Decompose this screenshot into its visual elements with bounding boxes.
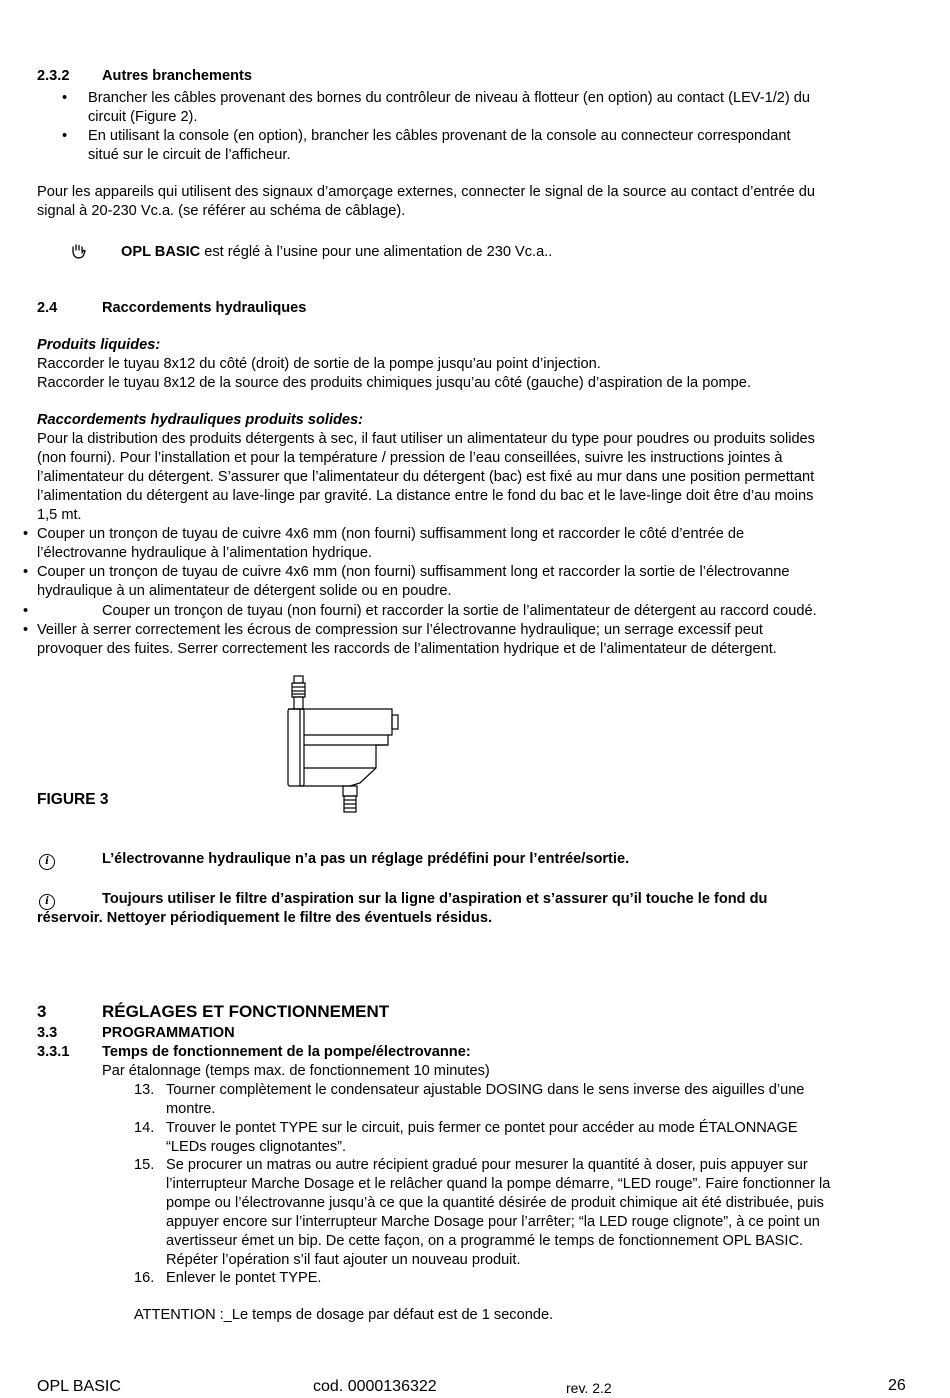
- subheading-solides: Raccordements hydrauliques produits solides:: [37, 412, 364, 428]
- list-item: avertisseur émet un bip. De cette façon, on a programmé le temps de fonctionnement OPL BASIC.: [166, 1233, 804, 1249]
- bullet-text: circuit (Figure 2).: [88, 109, 198, 125]
- bullet-text: Couper un tronçon de tuyau de cuivre 4x6 mm (non fourni) suffisamment long et raccorder la sortie de l’électrovanne: [37, 564, 790, 580]
- list-item: Se procurer un matras ou autre récipient gradué pour mesurer la quantité à doser, puis appuyer sur: [166, 1157, 808, 1173]
- paragraph: Raccorder le tuyau 8x12 du côté (droit) de sortie de la pompe jusqu’au point d’injection.: [37, 356, 601, 372]
- section-title-raccordements: Raccordements hydrauliques: [102, 300, 307, 316]
- note-rest: est réglé à l’usine pour une alimentation de 230 Vc.a..: [200, 244, 553, 260]
- footer-code: cod. 0000136322: [313, 1378, 437, 1395]
- section-title-temps: Temps de fonctionnement de la pompe/électrovanne:: [102, 1044, 471, 1060]
- paragraph: 1,5 mt.: [37, 507, 82, 523]
- list-item: pompe ou l’électrovanne jusqu’à ce que la quantité désirée de produit chimique ait été distribuée, puis: [166, 1195, 824, 1211]
- bullet-text: situé sur le circuit de l’afficheur.: [88, 147, 291, 163]
- section-title-programmation: PROGRAMMATION: [102, 1025, 235, 1041]
- bullet-text: provoquer des fuites. Serrer correctement les raccords de l’alimentation hydrique et de l’alimentateur de détergent.: [37, 641, 777, 657]
- section-title-autres-branchements: Autres branchements: [102, 68, 253, 84]
- list-item: Répéter l’opération s’il faut ajouter un nouveau produit.: [166, 1252, 521, 1268]
- info-text: Toujours utiliser le filtre d’aspiration sur la ligne d’aspiration et s’assurer qu’il touche le fond du: [102, 891, 768, 907]
- section-title-reglages: RÉGLAGES ET FONCTIONNEMENT: [102, 1002, 390, 1021]
- section-number-2-4: 2.4: [37, 300, 58, 316]
- list-number: 13.: [134, 1082, 155, 1098]
- paragraph: signal à 20-230 Vc.a. (se référer au schéma de câblage).: [37, 203, 406, 219]
- list-number: 16.: [134, 1270, 155, 1286]
- bullet-text: Veiller à serrer correctement les écrous de compression sur l’électrovanne hydraulique; un serrage excessif peut: [37, 622, 763, 638]
- footer-rev: rev. 2.2: [566, 1380, 612, 1396]
- note-text: [121, 243, 552, 262]
- bullet-text: l’électrovanne hydraulique à l’alimentation hydrique.: [37, 545, 373, 561]
- info-text: réservoir. Nettoyer périodiquement le filtre des éventuels résidus.: [37, 910, 492, 926]
- bullet-dot: •: [62, 128, 68, 144]
- bullet-dot: •: [23, 603, 29, 619]
- bullet-text: Couper un tronçon de tuyau (non fourni) et raccorder la sortie de l’alimentateur de détergent au raccord coudé.: [102, 603, 817, 619]
- paragraph: Pour la distribution des produits détergents à sec, il faut utiliser un alimentateur du type pour poudres ou produits solides: [37, 431, 815, 447]
- subheading-liquides: Produits liquides:: [37, 337, 161, 353]
- bullet-dot: •: [23, 622, 29, 638]
- footer-product: OPL BASIC: [37, 1378, 121, 1395]
- section-number-2-3-2: 2.3.2: [37, 68, 70, 84]
- list-number: 14.: [134, 1120, 155, 1136]
- section-number-3: 3: [37, 1002, 47, 1021]
- bullet-dot: •: [62, 90, 68, 106]
- list-item: “LEDs rouges clignotantes”.: [166, 1139, 347, 1155]
- list-item: l’interrupteur Marche Dosage et le relâcher quand la pompe démarre, “LED rouge”. Faire fonctionner la: [166, 1176, 831, 1192]
- list-item: appuyer encore sur l’interrupteur Marche Dosage pour l’arrêter; “la LED rouge clignote”, à ce point un: [166, 1214, 820, 1230]
- bullet-text: En utilisant la console (en option), brancher les câbles provenant de la console au connecteur correspondant: [88, 128, 791, 144]
- product-name: OPL BASIC: [121, 244, 201, 260]
- page-number: 26: [888, 1377, 906, 1394]
- bullet-dot: •: [23, 564, 29, 580]
- paragraph: (non fourni). Pour l’installation et pour la température / pression de l’eau conseillées, suivre les instructions jointes à: [37, 450, 783, 466]
- list-number: 15.: [134, 1157, 155, 1173]
- solenoid-valve-figure: [280, 673, 410, 824]
- paragraph: Pour les appareils qui utilisent des signaux d’amorçage externes, connecter le signal de la source au contact d’entrée du: [37, 184, 815, 200]
- list-item: Enlever le pontet TYPE.: [166, 1270, 322, 1286]
- bullet-dot: •: [23, 526, 29, 542]
- pointing-hand-icon: [70, 243, 88, 267]
- info-text: L’électrovanne hydraulique n’a pas un réglage prédéfini pour l’entrée/sortie.: [102, 851, 630, 867]
- list-item: Tourner complètement le condensateur ajustable DOSING dans le sens inverse des aiguilles d’une: [166, 1082, 805, 1098]
- bullet-text: hydraulique à un alimentateur de détergent solide ou en poudre.: [37, 583, 452, 599]
- paragraph: l’alimentation du détergent au lave-linge par gravité. La distance entre le fond du bac et le lave-linge doit être d’au moins: [37, 488, 814, 504]
- list-item: Trouver le pontet TYPE sur le circuit, puis fermer ce pontet pour accéder au mode ÉTALONNAGE: [166, 1120, 798, 1136]
- section-number-3-3-1: 3.3.1: [37, 1044, 70, 1060]
- paragraph: Par étalonnage (temps max. de fonctionnement 10 minutes): [102, 1063, 490, 1079]
- info-icon: i: [39, 851, 55, 870]
- paragraph: Raccorder le tuyau 8x12 de la source des produits chimiques jusqu’au côté (gauche) d’aspiration de la pompe.: [37, 375, 751, 391]
- attention-note: ATTENTION :_Le temps de dosage par défaut est de 1 seconde.: [134, 1307, 554, 1323]
- paragraph: l’alimentateur du détergent. S’assurer que l’alimentateur du détergent (bac) est fixé au mur dans une position permettant: [37, 469, 815, 485]
- bullet-text: Brancher les câbles provenant des bornes du contrôleur de niveau à flotteur (en option) au contact (LEV-1/2) du: [88, 90, 811, 106]
- list-item: montre.: [166, 1101, 216, 1117]
- figure-label: FIGURE 3: [37, 791, 109, 808]
- section-number-3-3: 3.3: [37, 1025, 58, 1041]
- info-icon: i: [39, 891, 55, 910]
- bullet-text: Couper un tronçon de tuyau de cuivre 4x6 mm (non fourni) suffisamment long et raccorder le côté d’entrée de: [37, 526, 745, 542]
